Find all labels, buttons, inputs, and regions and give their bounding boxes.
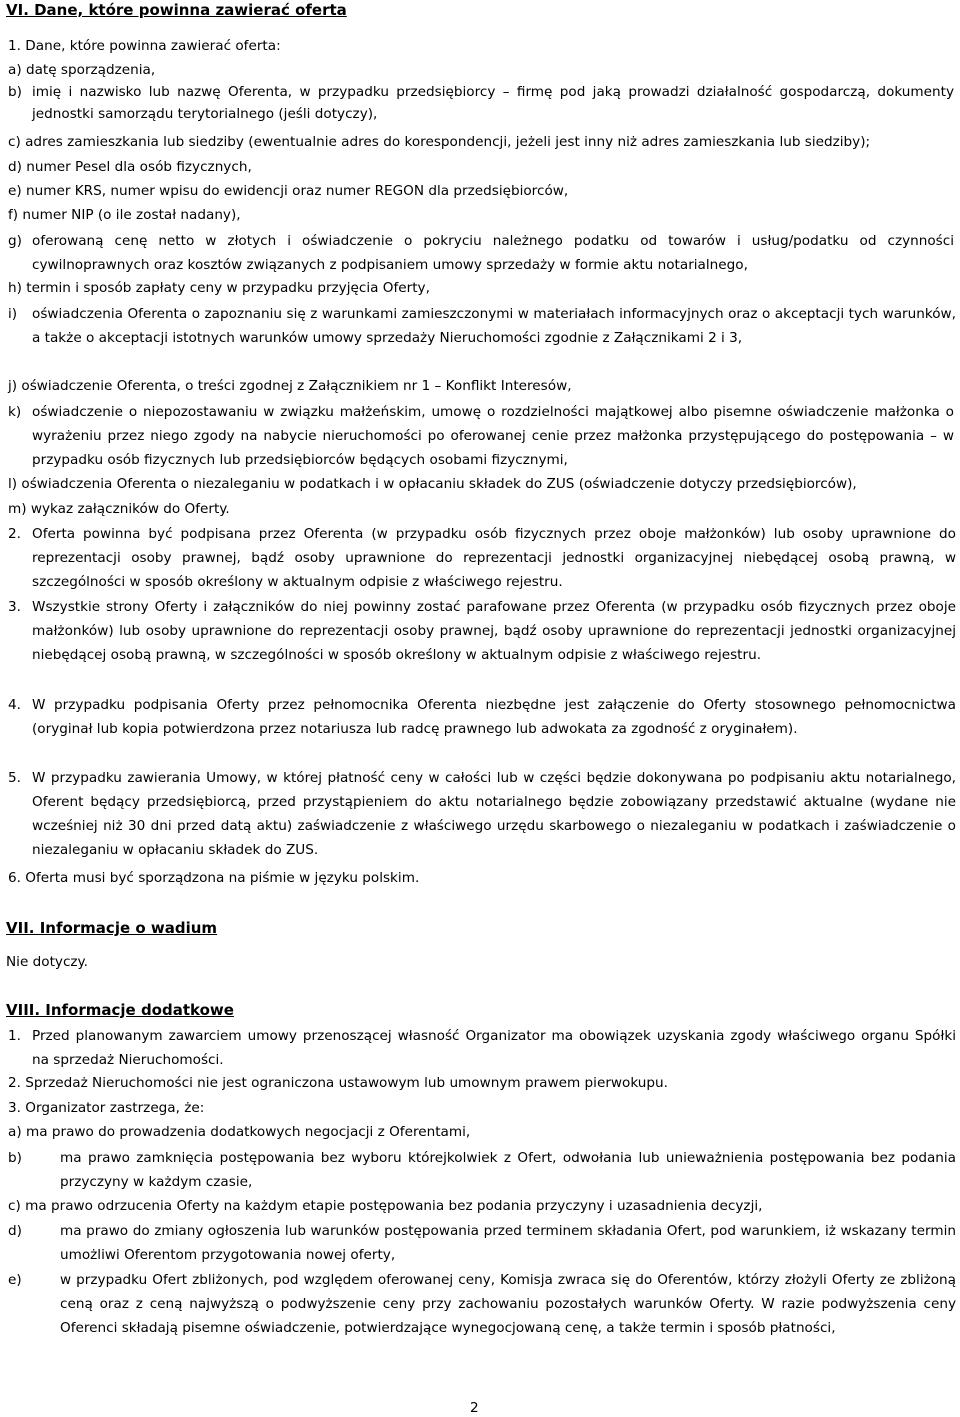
list-item-c: c) ma prawo odrzucenia Oferty na każdym etapie postępowania bez podania przyczyny i uzasadnienia decyzji, — [8, 1198, 763, 1214]
list-marker: d) — [8, 1223, 22, 1239]
section-heading: VII. Informacje o wadium — [6, 919, 218, 937]
list-item-l: l) oświadczenia Oferenta o niezaleganiu w podatkach i w opłacaniu składek do ZUS (oświadczenie dotyczy przedsiębiorców), — [8, 476, 857, 492]
item-intro: 1. Dane, które powinna zawierać oferta: — [8, 38, 281, 54]
paragraph-text: Oferta powinna być podpisana przez Oferenta (w przypadku osób fizycznych przez oboje małżonków) lub osoby uprawnione do reprezentacji osoby prawnej, bądź osoby uprawnione do reprezentacji jednostki organizacyjnej niebędącej osobą prawną, w szczególności w sposób określony w aktualnym odpisie z właściwego rejestru. — [32, 526, 956, 590]
paragraph-4 — [8, 693, 956, 741]
paragraph-text: W przypadku zawierania Umowy, w której płatność ceny w całości lub w części będzie dokonywana po podpisaniu aktu notarialnego, Oferent będący przedsiębiorcą, przed przystąpieniem do aktu notarialnego będzie zobowiązany przedstawić aktualne (wydane nie wcześniej niż 30 dni przed datą aktu) zaświadczenie z właściwego urzędu skarbowego o niezaleganiu w podatkach i zaświadczenie o niezaleganiu w opłacaniu składek do ZUS. — [32, 770, 956, 858]
list-marker: 1. — [8, 1028, 21, 1044]
list-marker: 3. — [8, 599, 21, 615]
paragraph-text: Przed planowanym zawarciem umowy przenoszącej własność Organizator ma obowiązek uzyskania zgody właściwego organu Spółki na sprzedaż Nieruchomości. — [32, 1028, 956, 1068]
list-item-b — [8, 81, 954, 125]
list-marker: 5. — [8, 770, 21, 786]
list-item-text: oświadczenia Oferenta o zapoznaniu się z warunkami zamieszczonymi w materiałach informacyjnych oraz o akceptacji tych warunków, a także o akceptacji istotnych warunków umowy sprzedaży Nieruchomości zgodnie z Załącznikami 2 i 3, — [32, 306, 956, 346]
list-marker: e) — [8, 1272, 22, 1288]
list-item-f: f) numer NIP (o ile został nadany), — [8, 207, 241, 223]
list-marker: b) — [8, 1150, 22, 1166]
list-marker: k) — [8, 404, 22, 420]
list-marker: 2. — [8, 526, 21, 542]
list-item-text: oświadczenie o niepozostawaniu w związku małżeńskim, umowę o rozdzielności majątkowej albo pisemne oświadczenie małżonka o wyrażeniu przez niego zgody na nabycie nieruchomości po oferowanej cenie przez małżonka przystępującego do postępowania – w przypadku osób fizycznych lub przedsiębiorców będących osobami fizycznymi, — [32, 404, 954, 468]
list-item-text: ma prawo zamknięcia postępowania bez wyboru którejkolwiek z Ofert, odwołania lub unieważnienia postępowania bez podania przyczyny w każdym czasie, — [60, 1150, 956, 1190]
section-heading: VI. Dane, które powinna zawierać oferta — [6, 1, 347, 19]
paragraph-5 — [8, 766, 956, 862]
list-item-text: ma prawo do zmiany ogłoszenia lub warunków postępowania przed terminem składania Ofert, pod warunkiem, iż wskazany termin umożliwi Oferentom przygotowania nowej oferty, — [60, 1223, 956, 1263]
list-item-text: oferowaną cenę netto w złotych i oświadczenie o pokryciu należnego podatku od towarów i usług/podatku od czynności cywilnoprawnych oraz kosztów związanych z podpisaniem umowy sprzedaży w formie aktu notarialnego, — [32, 233, 954, 273]
page-number: 2 — [470, 1400, 479, 1416]
paragraph-3: 3. Organizator zastrzega, że: — [8, 1100, 205, 1116]
list-item-g — [8, 229, 954, 277]
list-item-m: m) wykaz załączników do Oferty. — [8, 501, 230, 517]
list-marker: 4. — [8, 697, 21, 713]
list-marker: g) — [8, 233, 22, 249]
list-item-b — [8, 1146, 956, 1194]
paragraph-2: 2. Sprzedaż Nieruchomości nie jest ograniczona ustawowym lub umownym prawem pierwokupu. — [8, 1075, 668, 1091]
list-item-a: a) datę sporządzenia, — [8, 62, 156, 78]
list-item-k — [8, 400, 954, 472]
paragraph-2 — [8, 522, 956, 594]
list-item-i — [8, 302, 956, 350]
paragraph-3 — [8, 595, 956, 667]
list-item-text: w przypadku Ofert zbliżonych, pod względem oferowanej ceny, Komisja zwraca się do Oferentów, którzy złożyli Oferty ze zbliżoną ceną oraz z ceną najwyższą o podwyższenie ceny przy zachowaniu pozostałych warunków Oferty. W razie podwyższenia ceny Oferenci składają pisemne oświadczenie, potwierdzające wynegocjowaną cenę, a także termin i sposób płatności, — [60, 1272, 956, 1336]
paragraph-1 — [8, 1024, 956, 1072]
paragraph-6: 6. Oferta musi być sporządzona na piśmie w języku polskim. — [8, 870, 420, 886]
list-item-h: h) termin i sposób zapłaty ceny w przypadku przyjęcia Oferty, — [8, 280, 430, 296]
list-item-a: a) ma prawo do prowadzenia dodatkowych negocjacji z Oferentami, — [8, 1124, 471, 1140]
list-marker: i) — [8, 306, 18, 322]
list-item-e — [8, 1268, 956, 1340]
list-item-c: c) adres zamieszkania lub siedziby (ewentualnie adres do korespondencji, jeżeli jest inny niż adres zamieszkania lub siedziby); — [8, 134, 871, 150]
paragraph-text: W przypadku podpisania Oferty przez pełnomocnika Oferenta niezbędne jest załączenie do Oferty stosownego pełnomocnictwa (oryginał lub kopia potwierdzona przez notariusza lub radcę prawnego lub adwokata za zgodność z oryginałem). — [32, 697, 956, 737]
list-item-d: d) numer Pesel dla osób fizycznych, — [8, 159, 252, 175]
list-item-j: j) oświadczenie Oferenta, o treści zgodnej z Załącznikiem nr 1 – Konflikt Interesów, — [8, 378, 572, 394]
list-item-text: imię i nazwisko lub nazwę Oferenta, w przypadku przedsiębiorcy – firmę pod jaką prowadzi działalność gospodarczą, dokumenty jednostki samorządu terytorialnego (jeśli dotyczy), — [32, 84, 954, 122]
list-item-e: e) numer KRS, numer wpisu do ewidencji oraz numer REGON dla przedsiębiorców, — [8, 183, 569, 199]
list-item-d — [8, 1219, 956, 1267]
section-heading: VIII. Informacje dodatkowe — [6, 1001, 234, 1019]
paragraph-text: Wszystkie strony Oferty i załączników do niej powinny zostać parafowane przez Oferenta (w przypadku osób fizycznych przez oboje małżonków) lub osoby uprawnione do reprezentacji osoby prawnej, bądź osoby uprawnione do reprezentacji jednostki organizacyjnej niebędącej osobą prawną, w szczególności w sposób określony w aktualnym odpisie z właściwego rejestru. — [32, 599, 956, 663]
list-marker: b) — [8, 84, 22, 100]
section-text: Nie dotyczy. — [6, 954, 88, 970]
